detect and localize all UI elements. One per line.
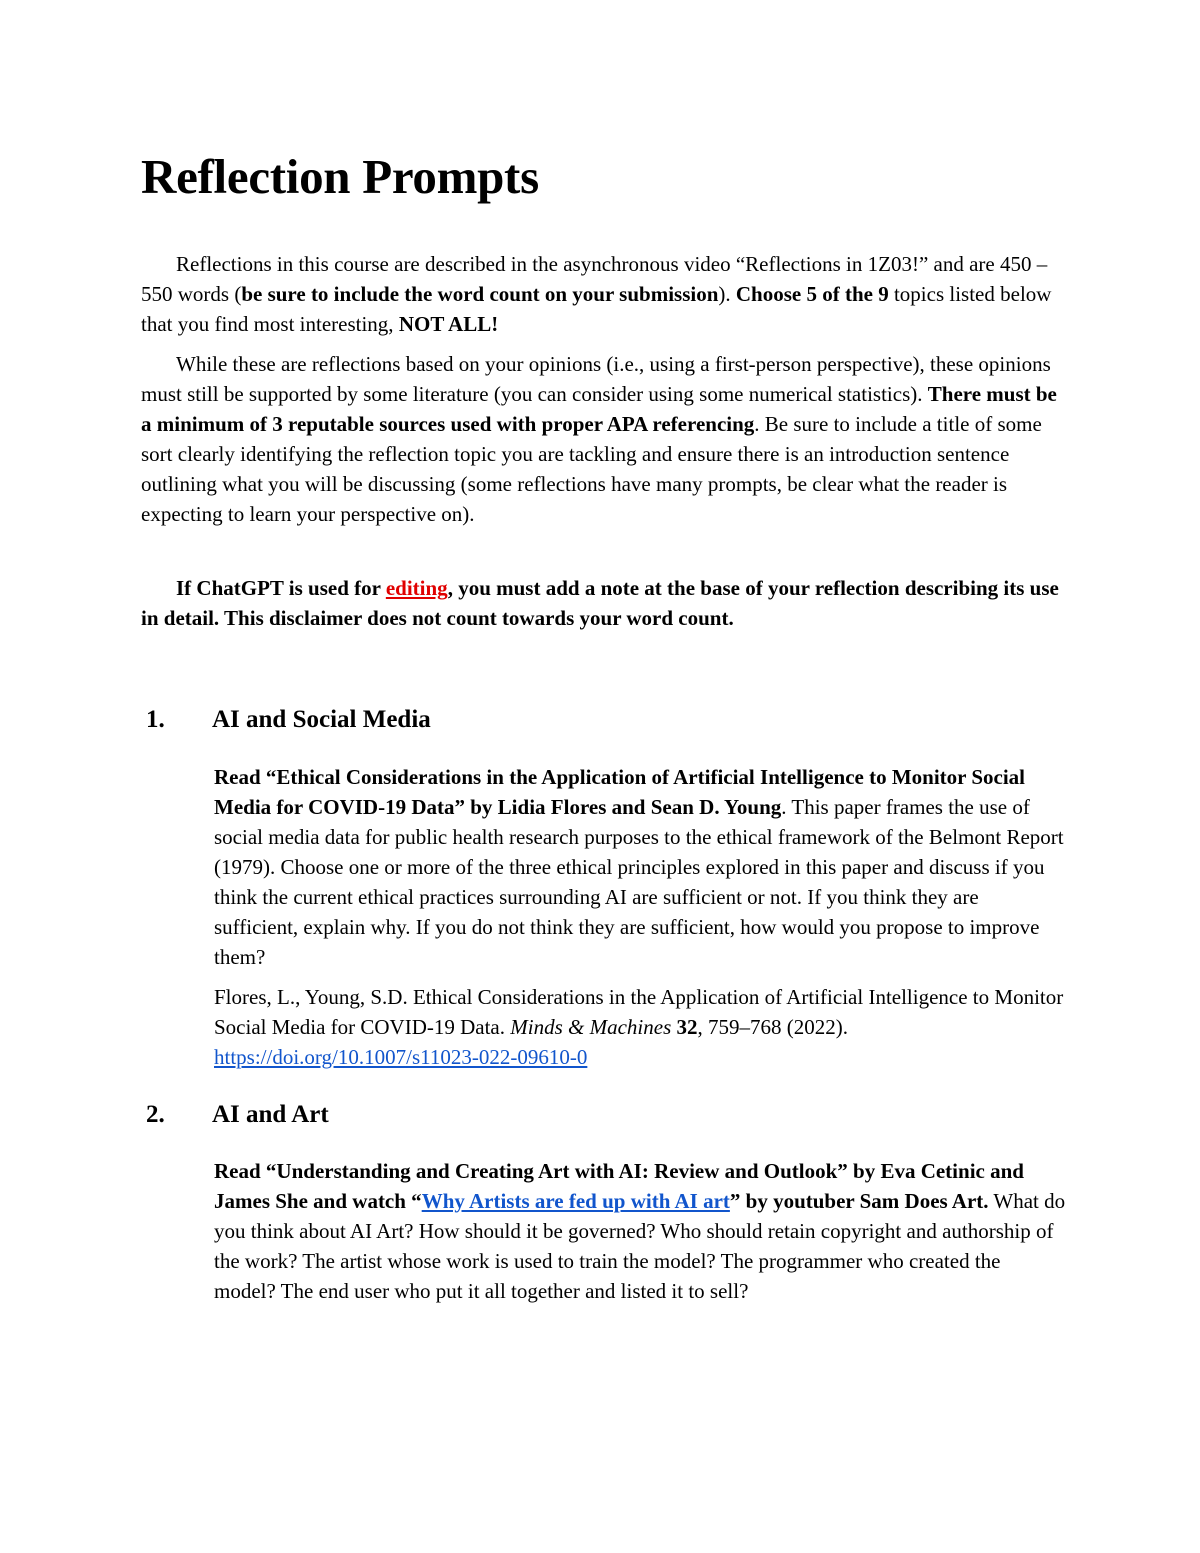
intro-text: While these are reflections based on your opinions (i.e., using a first-person perspective), these opinions must still be supported by some literature (you can consider using some numerical statistics). bbox=[141, 352, 1051, 406]
intro-text: . Be sure to include a title of some sort clearly identifying the reflection topic you are tackling and ensure there is an introduction sentence outlining what you will be discussing (some reflections have many prompts, be clear what the reader is expecting to learn your perspective on). bbox=[141, 412, 1042, 526]
intro-text: ). bbox=[718, 282, 736, 306]
section-title: AI and Art bbox=[212, 1101, 329, 1128]
chatgpt-disclaimer bbox=[141, 573, 1061, 633]
section-number: 1. bbox=[146, 706, 165, 733]
sources-requirement: There must be a minimum of 3 reputable sources used with proper APA referencing bbox=[141, 382, 1057, 436]
intro-paragraph-1 bbox=[141, 249, 1061, 339]
reading-assignment: ” by youtuber Sam Does Art. bbox=[729, 1189, 989, 1213]
section-title: AI and Social Media bbox=[212, 706, 431, 733]
citation-text: , 759–768 (2022). bbox=[697, 1015, 848, 1039]
citation-journal: Minds & Machines bbox=[510, 1015, 672, 1039]
citation bbox=[214, 982, 1066, 1072]
section-heading-ai-art bbox=[146, 1099, 329, 1131]
editing-link[interactable]: editing bbox=[385, 576, 448, 600]
section-body-ai-social-media bbox=[214, 762, 1066, 972]
video-link[interactable]: Why Artists are fed up with AI art bbox=[421, 1189, 730, 1213]
reading-assignment: Read “Understanding and Creating Art with AI: Review and Outlook” by Eva Cetinic and James She and watch “ bbox=[214, 1159, 1024, 1213]
disclaimer-text: , you must add a note at the base of your reflection describing its use in detail. This disclaimer does not count towards your word count. bbox=[141, 576, 1059, 630]
citation-text: Flores, L., Young, S.D. Ethical Considerations in the Application of Artificial Intelligence to Monitor Social Media for COVID-19 Data. bbox=[214, 985, 1064, 1039]
intro-text: topics listed below that you find most interesting, bbox=[141, 282, 1052, 336]
doi-link[interactable]: https://doi.org/10.1007/s11023-022-09610-0 bbox=[214, 1045, 588, 1069]
citation-volume: 32 bbox=[676, 1015, 698, 1039]
intro-paragraph-2 bbox=[141, 349, 1061, 529]
section-number: 2. bbox=[146, 1101, 165, 1128]
section-heading-ai-social-media bbox=[146, 704, 431, 736]
word-count-note: be sure to include the word count on your submission bbox=[241, 282, 719, 306]
reading-assignment: Read “Ethical Considerations in the Application of Artificial Intelligence to Monitor Social Media for COVID-19 Data” by Lidia Flores and Sean D. Young bbox=[214, 765, 1026, 819]
prompt-text: What do you think about AI Art? How should it be governed? Who should retain copyright and authorship of the work? The artist whose work is used to train the model? The programmer who created the model? The end user who put it all together and listed it to sell? bbox=[214, 1189, 1066, 1303]
prompt-text: . This paper frames the use of social media data for public health research purposes to the ethical framework of the Belmont Report (1979). Choose one or more of the three ethical principles explored in this paper and discuss if you think the current ethical practices surrounding AI are sufficient or not. If you think they are sufficient, explain why. If you do not think they are sufficient, how would you propose to improve them? bbox=[214, 795, 1064, 969]
disclaimer-text: If ChatGPT is used for bbox=[176, 576, 386, 600]
intro-text: Reflections in this course are described in the asynchronous video “Reflections in 1Z03!” and are 450 – 550 words ( bbox=[141, 252, 1048, 306]
section-body-ai-art bbox=[214, 1156, 1066, 1306]
choose-count-note: Choose 5 of the 9 bbox=[735, 282, 889, 306]
page-title: Reflection Prompts bbox=[141, 149, 539, 204]
not-all-note: NOT ALL! bbox=[398, 312, 499, 336]
